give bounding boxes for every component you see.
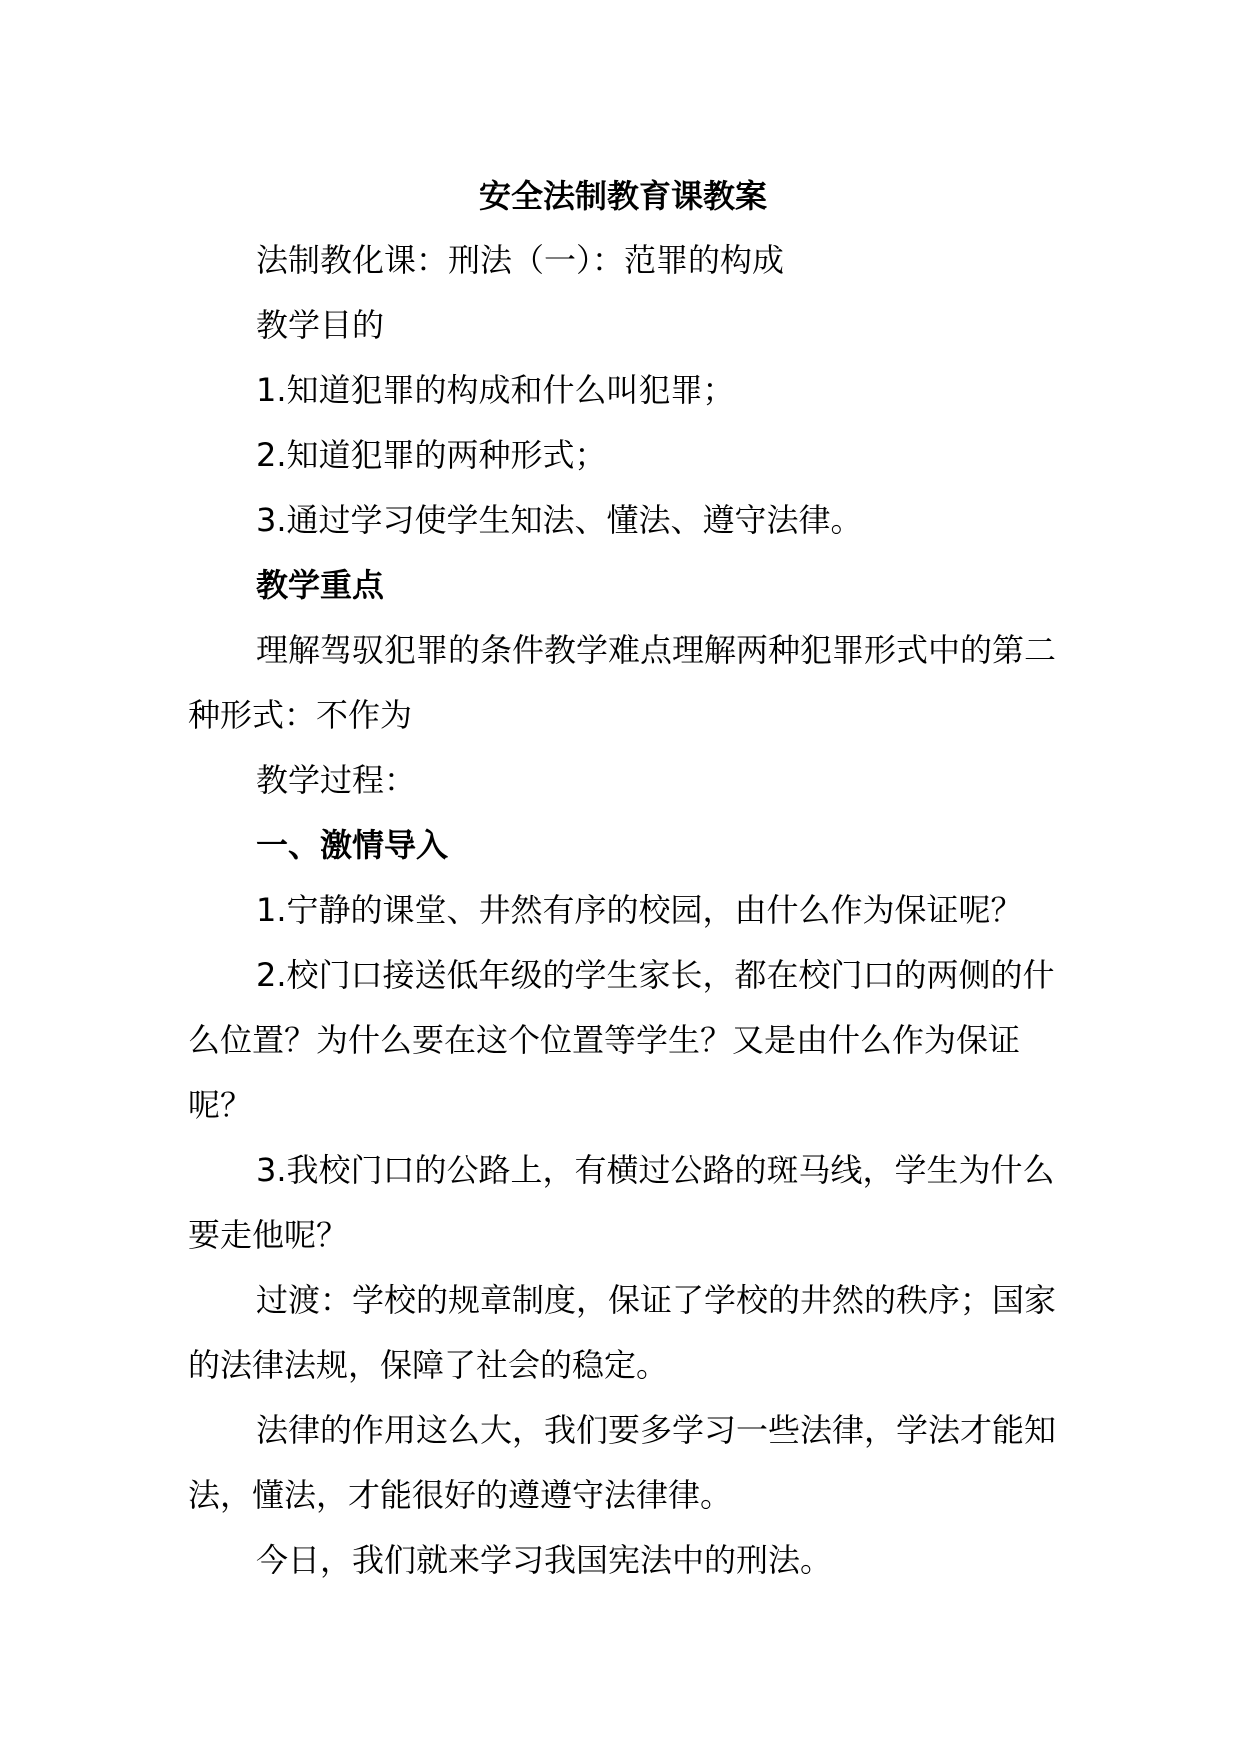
paragraph-key-points-heading: 教学重点 — [256, 566, 385, 604]
paragraph-goal-2: 2.知道犯罪的两种形式； — [256, 436, 607, 474]
paragraph-transition: 过渡：学校的规章制度，保证了学校的井然的秩序；国家的法律法规，保障了社会的稳定。 — [188, 1281, 1057, 1384]
document-title: 安全法制教育课教案 — [478, 177, 767, 215]
paragraph-key-points: 理解驾驭犯罪的条件教学难点理解两种犯罪形式中的第二种形式：不作为 — [188, 631, 1057, 734]
paragraph-process-heading: 教学过程： — [256, 761, 417, 799]
paragraph-goal-1: 1.知道犯罪的构成和什么叫犯罪； — [256, 371, 735, 409]
paragraph-question-3: 3.我校门口的公路上，有横过公路的斑马线，学生为什么要走他呢？ — [188, 1151, 1055, 1254]
paragraph-teaching-goal-heading: 教学目的 — [256, 306, 385, 344]
paragraph-section-1-heading: 一、激情导入 — [256, 826, 449, 864]
paragraph-goal-3: 3.通过学习使学生知法、懂法、遵守法律。 — [256, 501, 863, 539]
paragraph-question-2: 2.校门口接送低年级的学生家长，都在校门口的两侧的什么位置？为什么要在这个位置等学生？又是由什么作为保证呢？ — [188, 956, 1055, 1124]
paragraph-today-topic: 今日，我们就来学习我国宪法中的刑法。 — [256, 1541, 833, 1579]
paragraph-law-importance: 法律的作用这么大，我们要多学习一些法律，学法才能知法，懂法，才能很好的遵遵守法律律。 — [188, 1411, 1057, 1514]
paragraph-course-name: 法制教化课：刑法（一）：范罪的构成 — [256, 241, 785, 279]
paragraph-question-1: 1.宁静的课堂、井然有序的校园，由什么作为保证呢？ — [256, 891, 1023, 929]
